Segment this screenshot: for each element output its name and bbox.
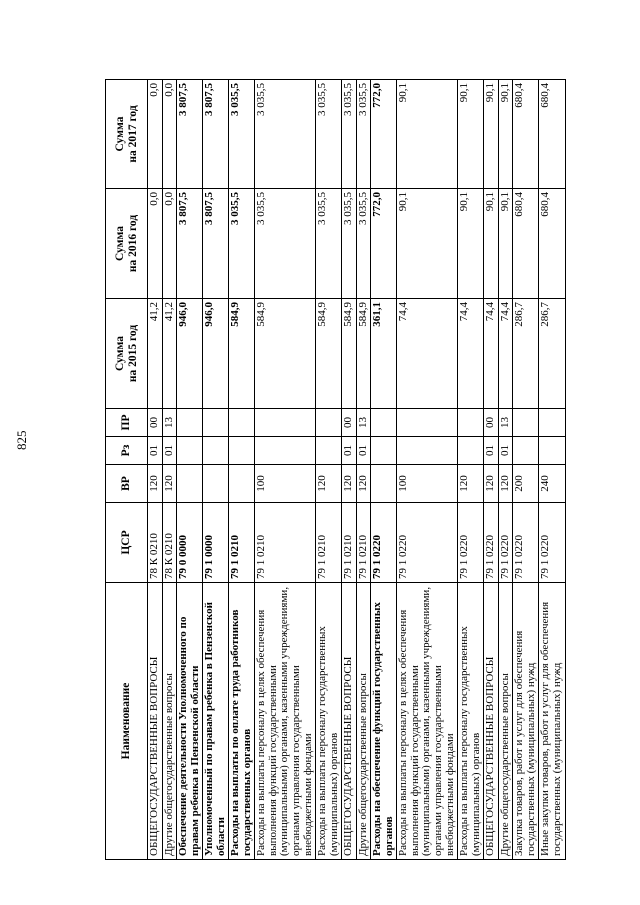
cell-sum-2016: 772,0 bbox=[371, 189, 397, 299]
cell-sum-2016: 90,1 bbox=[484, 189, 499, 299]
cell-sum-2015: 286,7 bbox=[513, 299, 539, 409]
header-sum-2016-line2: на 2016 год bbox=[126, 214, 139, 273]
table-row bbox=[539, 80, 565, 860]
cell-sum-2016: 3 035,5 bbox=[356, 189, 371, 299]
cell-rz: 01 bbox=[162, 437, 177, 465]
cell-name: Иные закупки товаров, работ и услуг для обеспечения государственных (муниципальных) нужд bbox=[539, 583, 565, 860]
cell-sum-2015: 946,0 bbox=[177, 299, 203, 409]
cell-name: Обеспечение деятельности Уполномоченного по правам ребенка в Пензенской области bbox=[177, 583, 203, 860]
cell-vr: 120 bbox=[484, 465, 499, 503]
header-sum-2015-line2: на 2015 год bbox=[126, 324, 139, 383]
cell-sum-2016: 680,4 bbox=[539, 189, 565, 299]
cell-vr bbox=[371, 465, 397, 503]
table-row bbox=[458, 80, 484, 860]
cell-csr: 78 К 0210 bbox=[162, 503, 177, 583]
cell-csr: 79 1 0220 bbox=[484, 503, 499, 583]
cell-pr: 13 bbox=[498, 409, 513, 437]
cell-sum-2016: 90,1 bbox=[458, 189, 484, 299]
table-row bbox=[162, 80, 177, 860]
header-sum-2017 bbox=[106, 80, 148, 189]
cell-vr bbox=[177, 465, 203, 503]
cell-sum-2017: 90,1 bbox=[498, 80, 513, 189]
cell-vr: 120 bbox=[342, 465, 357, 503]
cell-pr: 13 bbox=[162, 409, 177, 437]
cell-sum-2015: 584,9 bbox=[342, 299, 357, 409]
cell-pr bbox=[177, 409, 203, 437]
header-sum-2016 bbox=[106, 189, 148, 299]
cell-pr: 00 bbox=[342, 409, 357, 437]
cell-rz bbox=[371, 437, 397, 465]
cell-name: Другие общегосударственные вопросы bbox=[162, 583, 177, 860]
cell-sum-2016: 3 807,5 bbox=[177, 189, 203, 299]
cell-name: ОБЩЕГОСУДАРСТВЕННЫЕ ВОПРОСЫ bbox=[342, 583, 357, 860]
cell-csr: 79 1 0210 bbox=[342, 503, 357, 583]
cell-csr: 78 К 0210 bbox=[148, 503, 163, 583]
cell-rz bbox=[458, 437, 484, 465]
cell-csr: 79 1 0210 bbox=[356, 503, 371, 583]
cell-csr: 79 0 0000 bbox=[177, 503, 203, 583]
cell-sum-2016: 90,1 bbox=[397, 189, 458, 299]
table-row bbox=[484, 80, 499, 860]
cell-csr: 79 1 0000 bbox=[203, 503, 229, 583]
cell-name: Расходы на выплаты персоналу государственных (муниципальных) органов bbox=[316, 583, 342, 860]
table-row bbox=[342, 80, 357, 860]
cell-vr bbox=[203, 465, 229, 503]
cell-csr: 79 1 0210 bbox=[255, 503, 316, 583]
cell-sum-2017: 680,4 bbox=[539, 80, 565, 189]
cell-rz: 01 bbox=[148, 437, 163, 465]
cell-sum-2015: 946,0 bbox=[203, 299, 229, 409]
cell-name: Расходы на выплаты персоналу в целях обеспечения выполнения функций государственными (муниципальными) органами, казенными учреждениями, органами управления государственными внебюджетными фондами bbox=[255, 583, 316, 860]
cell-sum-2015: 584,9 bbox=[229, 299, 255, 409]
cell-sum-2017: 772,0 bbox=[371, 80, 397, 189]
cell-vr: 100 bbox=[397, 465, 458, 503]
header-rz: Рз bbox=[106, 437, 148, 465]
table-row bbox=[513, 80, 539, 860]
table-row bbox=[397, 80, 458, 860]
cell-rz: 01 bbox=[342, 437, 357, 465]
header-sum-2015 bbox=[106, 299, 148, 409]
cell-sum-2016: 3 807,5 bbox=[203, 189, 229, 299]
cell-pr bbox=[371, 409, 397, 437]
cell-rz bbox=[397, 437, 458, 465]
cell-vr: 120 bbox=[498, 465, 513, 503]
cell-vr: 240 bbox=[539, 465, 565, 503]
cell-sum-2017: 3 035,5 bbox=[342, 80, 357, 189]
cell-rz: 01 bbox=[484, 437, 499, 465]
cell-vr: 100 bbox=[255, 465, 316, 503]
cell-rz: 01 bbox=[498, 437, 513, 465]
cell-pr bbox=[203, 409, 229, 437]
cell-sum-2017: 680,4 bbox=[513, 80, 539, 189]
cell-sum-2017: 3 035,5 bbox=[356, 80, 371, 189]
cell-csr: 79 1 0210 bbox=[316, 503, 342, 583]
cell-pr bbox=[229, 409, 255, 437]
budget-table bbox=[105, 79, 566, 860]
cell-rz: 01 bbox=[356, 437, 371, 465]
cell-sum-2017: 0,0 bbox=[162, 80, 177, 189]
cell-vr: 120 bbox=[356, 465, 371, 503]
cell-sum-2015: 584,9 bbox=[316, 299, 342, 409]
cell-sum-2017: 0,0 bbox=[148, 80, 163, 189]
cell-sum-2017: 3 807,5 bbox=[203, 80, 229, 189]
table-row bbox=[148, 80, 163, 860]
cell-csr: 79 1 0220 bbox=[498, 503, 513, 583]
table-row bbox=[316, 80, 342, 860]
header-vr: ВР bbox=[106, 465, 148, 503]
cell-vr: 120 bbox=[316, 465, 342, 503]
header-csr: ЦСР bbox=[106, 503, 148, 583]
budget-table-rotated-container bbox=[105, 80, 565, 860]
cell-sum-2017: 90,1 bbox=[397, 80, 458, 189]
cell-rz bbox=[229, 437, 255, 465]
cell-vr: 120 bbox=[148, 465, 163, 503]
table-row bbox=[356, 80, 371, 860]
cell-sum-2015: 286,7 bbox=[539, 299, 565, 409]
cell-sum-2017: 3 807,5 bbox=[177, 80, 203, 189]
cell-sum-2016: 3 035,5 bbox=[342, 189, 357, 299]
cell-sum-2015: 361,1 bbox=[371, 299, 397, 409]
cell-pr: 00 bbox=[148, 409, 163, 437]
cell-sum-2015: 584,9 bbox=[255, 299, 316, 409]
cell-vr bbox=[229, 465, 255, 503]
cell-name: ОБЩЕГОСУДАРСТВЕННЫЕ ВОПРОСЫ bbox=[484, 583, 499, 860]
cell-sum-2017: 3 035,5 bbox=[316, 80, 342, 189]
cell-csr: 79 1 0220 bbox=[539, 503, 565, 583]
cell-sum-2016: 680,4 bbox=[513, 189, 539, 299]
cell-vr: 120 bbox=[458, 465, 484, 503]
cell-pr: 13 bbox=[356, 409, 371, 437]
header-sum-2017-line2: на 2017 год bbox=[126, 105, 139, 163]
cell-sum-2016: 3 035,5 bbox=[229, 189, 255, 299]
table-row bbox=[229, 80, 255, 860]
cell-pr: 00 bbox=[484, 409, 499, 437]
table-row bbox=[177, 80, 203, 860]
cell-sum-2016: 3 035,5 bbox=[316, 189, 342, 299]
table-body bbox=[148, 80, 566, 860]
cell-name: Другие общегосударственные вопросы bbox=[356, 583, 371, 860]
table-header-row bbox=[106, 80, 148, 860]
cell-pr bbox=[316, 409, 342, 437]
table-row bbox=[498, 80, 513, 860]
cell-rz bbox=[513, 437, 539, 465]
cell-pr bbox=[458, 409, 484, 437]
cell-sum-2015: 41,2 bbox=[162, 299, 177, 409]
cell-rz bbox=[316, 437, 342, 465]
cell-sum-2015: 74,4 bbox=[484, 299, 499, 409]
cell-sum-2017: 3 035,5 bbox=[229, 80, 255, 189]
cell-rz bbox=[539, 437, 565, 465]
cell-sum-2015: 41,2 bbox=[148, 299, 163, 409]
cell-sum-2016: 3 035,5 bbox=[255, 189, 316, 299]
cell-vr: 200 bbox=[513, 465, 539, 503]
cell-name: Другие общегосударственные вопросы bbox=[498, 583, 513, 860]
cell-rz bbox=[177, 437, 203, 465]
header-sum-2017-line1: Сумма bbox=[114, 116, 127, 152]
cell-sum-2017: 90,1 bbox=[484, 80, 499, 189]
header-pr: ПР bbox=[106, 409, 148, 437]
cell-pr bbox=[513, 409, 539, 437]
cell-csr: 79 1 0220 bbox=[397, 503, 458, 583]
cell-csr: 79 1 0220 bbox=[371, 503, 397, 583]
cell-vr: 120 bbox=[162, 465, 177, 503]
cell-sum-2016: 0,0 bbox=[162, 189, 177, 299]
cell-sum-2017: 3 035,5 bbox=[255, 80, 316, 189]
cell-name: Расходы на выплаты персоналу в целях обеспечения выполнения функций государственными (муниципальными) органами, казенными учреждениями, органами управления государственными внебюджетными фондами bbox=[397, 583, 458, 860]
table-row bbox=[203, 80, 229, 860]
cell-csr: 79 1 0210 bbox=[229, 503, 255, 583]
header-name: Наименование bbox=[106, 583, 148, 860]
cell-name: ОБЩЕГОСУДАРСТВЕННЫЕ ВОПРОСЫ bbox=[148, 583, 163, 860]
cell-sum-2015: 584,9 bbox=[356, 299, 371, 409]
page-number: 825 bbox=[14, 430, 29, 450]
cell-csr: 79 1 0220 bbox=[458, 503, 484, 583]
cell-csr: 79 1 0220 bbox=[513, 503, 539, 583]
cell-sum-2017: 90,1 bbox=[458, 80, 484, 189]
cell-sum-2016: 0,0 bbox=[148, 189, 163, 299]
cell-name: Уполномоченный по правам ребенка в Пензенской области bbox=[203, 583, 229, 860]
header-sum-2015-line1: Сумма bbox=[114, 336, 127, 371]
cell-name: Закупка товаров, работ и услуг для обеспечения государственных (муниципальных) нужд bbox=[513, 583, 539, 860]
cell-sum-2015: 74,4 bbox=[498, 299, 513, 409]
cell-pr bbox=[539, 409, 565, 437]
cell-rz bbox=[203, 437, 229, 465]
cell-sum-2015: 74,4 bbox=[458, 299, 484, 409]
cell-sum-2015: 74,4 bbox=[397, 299, 458, 409]
cell-name: Расходы на выплаты по оплате труда работников государственных органов bbox=[229, 583, 255, 860]
cell-sum-2016: 90,1 bbox=[498, 189, 513, 299]
table-row bbox=[371, 80, 397, 860]
header-sum-2016-line1: Сумма bbox=[114, 226, 127, 261]
cell-name: Расходы на обеспечение функций государственных органов bbox=[371, 583, 397, 860]
cell-name: Расходы на выплаты персоналу государственных (муниципальных) органов bbox=[458, 583, 484, 860]
cell-rz bbox=[255, 437, 316, 465]
table-row bbox=[255, 80, 316, 860]
cell-pr bbox=[397, 409, 458, 437]
cell-pr bbox=[255, 409, 316, 437]
